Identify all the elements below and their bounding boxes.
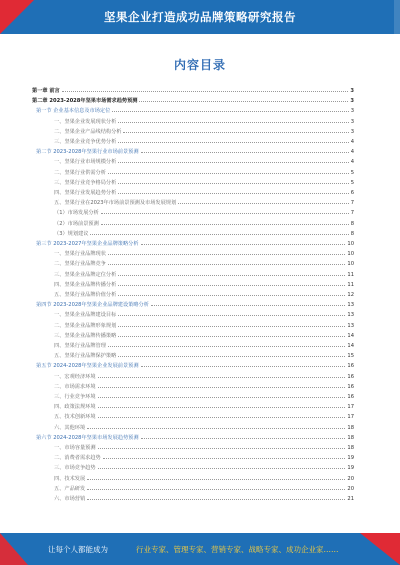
toc-dot-leader — [108, 173, 349, 174]
toc-entry[interactable] — [54, 188, 354, 196]
toc-entry-page-number: 8 — [350, 230, 354, 237]
toc-dot-leader — [87, 428, 345, 429]
toc-entry-page-number: 18 — [347, 434, 354, 441]
toc-entry-page-number: 13 — [347, 312, 354, 319]
toc-dot-leader — [98, 448, 346, 449]
toc-entry[interactable] — [54, 443, 354, 451]
toc-dot-leader — [118, 142, 348, 143]
table-of-contents — [32, 86, 354, 506]
toc-entry-label: 二、市场需求环境 — [54, 383, 96, 390]
toc-entry-label: 四、坚果行业发展趋势分析 — [54, 190, 117, 196]
toc-entry-page-number: 13 — [347, 322, 354, 329]
toc-entry-page-number: 20 — [347, 485, 354, 492]
toc-entry-label: 第二节 2023-2028年坚果行业市场前景预测 — [36, 149, 139, 156]
toc-entry-label: 五、坚果行业在2023年市场前景预测及市场发展规划 — [54, 200, 177, 207]
toc-entry-label: 四、坚果企业品牌传播分析 — [54, 281, 117, 288]
toc-dot-leader — [178, 203, 349, 204]
toc-entry-page-number: 16 — [347, 383, 354, 390]
toc-entry[interactable] — [54, 423, 354, 431]
toc-entry-label: 第一节 企业基本信息及市场定位 — [36, 108, 111, 115]
toc-entry[interactable] — [54, 249, 354, 257]
toc-dot-leader — [87, 499, 345, 500]
toc-entry-page-number: 4 — [350, 159, 354, 166]
toc-entry-label: 二、坚果行业供需分析 — [54, 169, 106, 176]
toc-dot-leader — [118, 336, 345, 337]
toc-entry-label: 第四节 2023-2028年坚果企业品牌建设策略分析 — [36, 302, 149, 309]
toc-entry-page-number: 18 — [347, 424, 354, 431]
toc-entry-label: 二、坚果行业品牌竞争 — [54, 261, 106, 268]
toc-entry[interactable] — [54, 219, 354, 227]
toc-entry-page-number: 16 — [347, 363, 354, 370]
toc-entry-page-number: 10 — [347, 241, 354, 247]
toc-entry-page-number: 3 — [350, 128, 354, 135]
footer-slogan: 让每个人都能成为 — [48, 545, 108, 554]
toc-entry-page-number: 6 — [350, 190, 354, 196]
toc-entry[interactable] — [54, 351, 354, 359]
toc-dot-leader — [151, 305, 345, 306]
toc-entry-label: 一、宏观经济环境 — [54, 373, 96, 380]
toc-entry-label: 五、产品研发 — [54, 485, 86, 492]
toc-entry-label: 四、坚果行业品牌管理 — [54, 343, 106, 349]
toc-entry[interactable] — [32, 96, 354, 104]
toc-entry-page-number: 8 — [350, 220, 354, 227]
toc-entry[interactable] — [54, 270, 354, 278]
toc-entry[interactable] — [54, 402, 354, 410]
toc-entry-label: 三、坚果行业竞争格局分析 — [54, 179, 117, 186]
toc-dot-leader — [98, 377, 346, 378]
footer-roles: 行业专家、管理专家、营销专家、战略专家、成功企业家…… — [136, 545, 339, 554]
toc-entry-page-number: 15 — [347, 353, 354, 360]
toc-entry-page-number: 20 — [347, 475, 354, 482]
report-header-banner — [0, 0, 400, 34]
toc-dot-leader — [141, 152, 349, 153]
toc-dot-leader — [98, 468, 346, 469]
toc-entry-page-number: 11 — [347, 271, 354, 278]
toc-entry-page-number: 17 — [347, 404, 354, 411]
toc-entry[interactable] — [54, 372, 354, 380]
toc-entry[interactable] — [54, 341, 354, 349]
toc-entry[interactable] — [54, 453, 354, 461]
toc-dot-leader — [118, 356, 345, 357]
toc-dot-leader — [141, 366, 346, 367]
toc-entry-page-number: 5 — [350, 179, 354, 186]
toc-dot-leader — [98, 387, 346, 388]
toc-dot-leader — [112, 111, 348, 112]
toc-entry-label: 第六节 2024-2028年坚果市场发展趋势预测 — [36, 434, 139, 441]
toc-dot-leader — [118, 326, 345, 327]
toc-entry-label: 三、行业竞争环境 — [54, 394, 96, 400]
toc-entry-label: 二、消费者需求趋势 — [54, 455, 101, 462]
toc-entry[interactable] — [54, 290, 354, 298]
toc-dot-leader — [98, 397, 346, 398]
toc-entry-page-number: 5 — [350, 169, 354, 176]
toc-entry-label: （2）市场前景预测 — [54, 220, 99, 227]
toc-entry-page-number: 19 — [347, 465, 354, 472]
toc-entry-page-number: 10 — [347, 261, 354, 268]
toc-entry[interactable] — [54, 168, 354, 176]
toc-entry[interactable] — [54, 229, 354, 237]
toc-entry[interactable] — [54, 412, 354, 420]
toc-dot-leader — [118, 275, 345, 276]
toc-entry-label: （1）市场发展分析 — [54, 210, 99, 217]
toc-entry-page-number: 4 — [350, 139, 354, 145]
toc-entry[interactable] — [36, 433, 354, 441]
toc-entry[interactable] — [32, 86, 354, 94]
toc-entry-page-number: 3 — [350, 98, 354, 105]
toc-dot-leader — [87, 489, 345, 490]
toc-entry-page-number: 16 — [347, 394, 354, 400]
toc-dot-leader — [87, 479, 345, 480]
toc-dot-leader — [118, 193, 348, 194]
report-footer-banner — [0, 533, 400, 565]
toc-dot-leader — [123, 132, 348, 133]
toc-entry-page-number: 16 — [347, 373, 354, 380]
toc-entry[interactable] — [54, 208, 354, 216]
toc-dot-leader — [139, 101, 348, 102]
footer-red-corner-right — [360, 533, 400, 565]
toc-entry-page-number: 18 — [347, 445, 354, 451]
toc-entry[interactable] — [54, 198, 354, 206]
toc-entry[interactable] — [36, 106, 354, 114]
toc-entry-label: 第三节 2023-2027年坚果企业品牌策略分析 — [36, 241, 139, 247]
toc-entry-label: 第二章 2023-2028年坚果市场需求趋势预测 — [32, 98, 138, 105]
toc-entry-label: 一、坚果行业品牌现状 — [54, 251, 106, 258]
toc-entry-label: 五、坚果行业品牌保护策略 — [54, 353, 117, 360]
toc-dot-leader — [118, 162, 348, 163]
toc-dot-leader — [118, 285, 345, 286]
toc-entry[interactable] — [54, 259, 354, 267]
toc-entry[interactable] — [54, 474, 354, 482]
toc-dot-leader — [141, 438, 346, 439]
toc-entry-label: （3）规划建议 — [54, 230, 89, 237]
toc-dot-leader — [62, 91, 349, 92]
toc-entry-page-number: 12 — [347, 292, 354, 298]
toc-entry[interactable] — [54, 463, 354, 471]
toc-dot-leader — [118, 122, 348, 123]
toc-entry-page-number: 13 — [347, 302, 354, 309]
toc-entry[interactable] — [54, 484, 354, 492]
toc-dot-leader — [108, 346, 346, 347]
toc-entry-page-number: 21 — [347, 496, 354, 502]
toc-entry-page-number: 3 — [350, 108, 354, 115]
toc-dot-leader — [98, 407, 346, 408]
toc-entry[interactable] — [54, 178, 354, 186]
toc-entry-label: 三、坚果企业竞争优势分析 — [54, 139, 117, 145]
toc-entry-label: 第五节 2024-2028年坚果企业发展前景预测 — [36, 363, 139, 370]
toc-entry-label: 三、坚果企业品牌定位分析 — [54, 271, 117, 278]
toc-entry-label: 第一章 前言 — [32, 88, 60, 94]
toc-dot-leader — [141, 244, 346, 245]
toc-dot-leader — [98, 417, 346, 418]
toc-entry-label: 五、技术创新环境 — [54, 414, 96, 421]
toc-entry-label: 一、市场容量预测 — [54, 445, 96, 451]
toc-dot-leader — [101, 213, 349, 214]
toc-entry[interactable] — [54, 392, 354, 400]
toc-entry-label: 一、坚果企业品牌建设目标 — [54, 312, 117, 319]
toc-entry[interactable] — [54, 280, 354, 288]
toc-dot-leader — [118, 183, 348, 184]
toc-entry[interactable] — [54, 137, 354, 145]
toc-entry-label: 六、市场营销 — [54, 496, 86, 502]
toc-entry-page-number: 10 — [347, 251, 354, 258]
toc-dot-leader — [118, 295, 345, 296]
toc-entry[interactable] — [54, 321, 354, 329]
toc-entry-page-number: 14 — [347, 343, 354, 349]
toc-entry-page-number: 3 — [350, 118, 354, 125]
toc-entry-label: 三、坚果企业品牌传播策略 — [54, 332, 117, 339]
toc-entry-label: 一、坚果企业发展现状分析 — [54, 118, 117, 125]
toc-entry[interactable] — [54, 310, 354, 318]
toc-entry-page-number: 7 — [350, 200, 354, 207]
report-title: 坚果企业打造成功品牌策略研究报告 — [104, 10, 296, 24]
toc-entry[interactable] — [36, 147, 354, 155]
toc-entry[interactable] — [54, 494, 354, 502]
toc-dot-leader — [108, 264, 346, 265]
toc-entry[interactable] — [36, 361, 354, 369]
toc-entry-label: 四、技术发展 — [54, 475, 86, 482]
toc-entry-page-number: 4 — [350, 149, 354, 156]
toc-entry[interactable] — [54, 117, 354, 125]
toc-entry-label: 五、坚果行业品牌价值分析 — [54, 292, 117, 298]
toc-entry[interactable] — [54, 157, 354, 165]
toc-entry-label: 二、坚果企业品牌形象规划 — [54, 322, 117, 329]
toc-dot-leader — [108, 254, 346, 255]
toc-dot-leader — [118, 315, 345, 316]
toc-entry-page-number: 19 — [347, 455, 354, 462]
toc-entry-label: 三、市场竞争趋势 — [54, 465, 96, 472]
toc-entry[interactable] — [36, 239, 354, 247]
footer-red-corner-left — [0, 533, 28, 565]
toc-entry-label: 四、政策法规环境 — [54, 404, 96, 411]
toc-entry-page-number: 11 — [347, 281, 354, 288]
toc-entry-label: 一、坚果行业市场规模分析 — [54, 159, 117, 166]
toc-entry-label: 六、其他环境 — [54, 424, 86, 431]
toc-entry[interactable] — [54, 127, 354, 135]
toc-dot-leader — [103, 458, 346, 459]
toc-entry-label: 二、坚果企业产品线结构分析 — [54, 128, 122, 135]
toc-dot-leader — [101, 224, 349, 225]
toc-dot-leader — [90, 234, 348, 235]
toc-heading: 内容目录 — [173, 58, 226, 72]
toc-entry[interactable] — [54, 331, 354, 339]
toc-entry-page-number: 14 — [347, 332, 354, 339]
toc-entry[interactable] — [54, 382, 354, 390]
toc-entry-page-number: 3 — [350, 88, 354, 94]
toc-entry-page-number: 17 — [347, 414, 354, 421]
toc-entry[interactable] — [36, 300, 354, 308]
toc-entry-page-number: 7 — [350, 210, 354, 217]
